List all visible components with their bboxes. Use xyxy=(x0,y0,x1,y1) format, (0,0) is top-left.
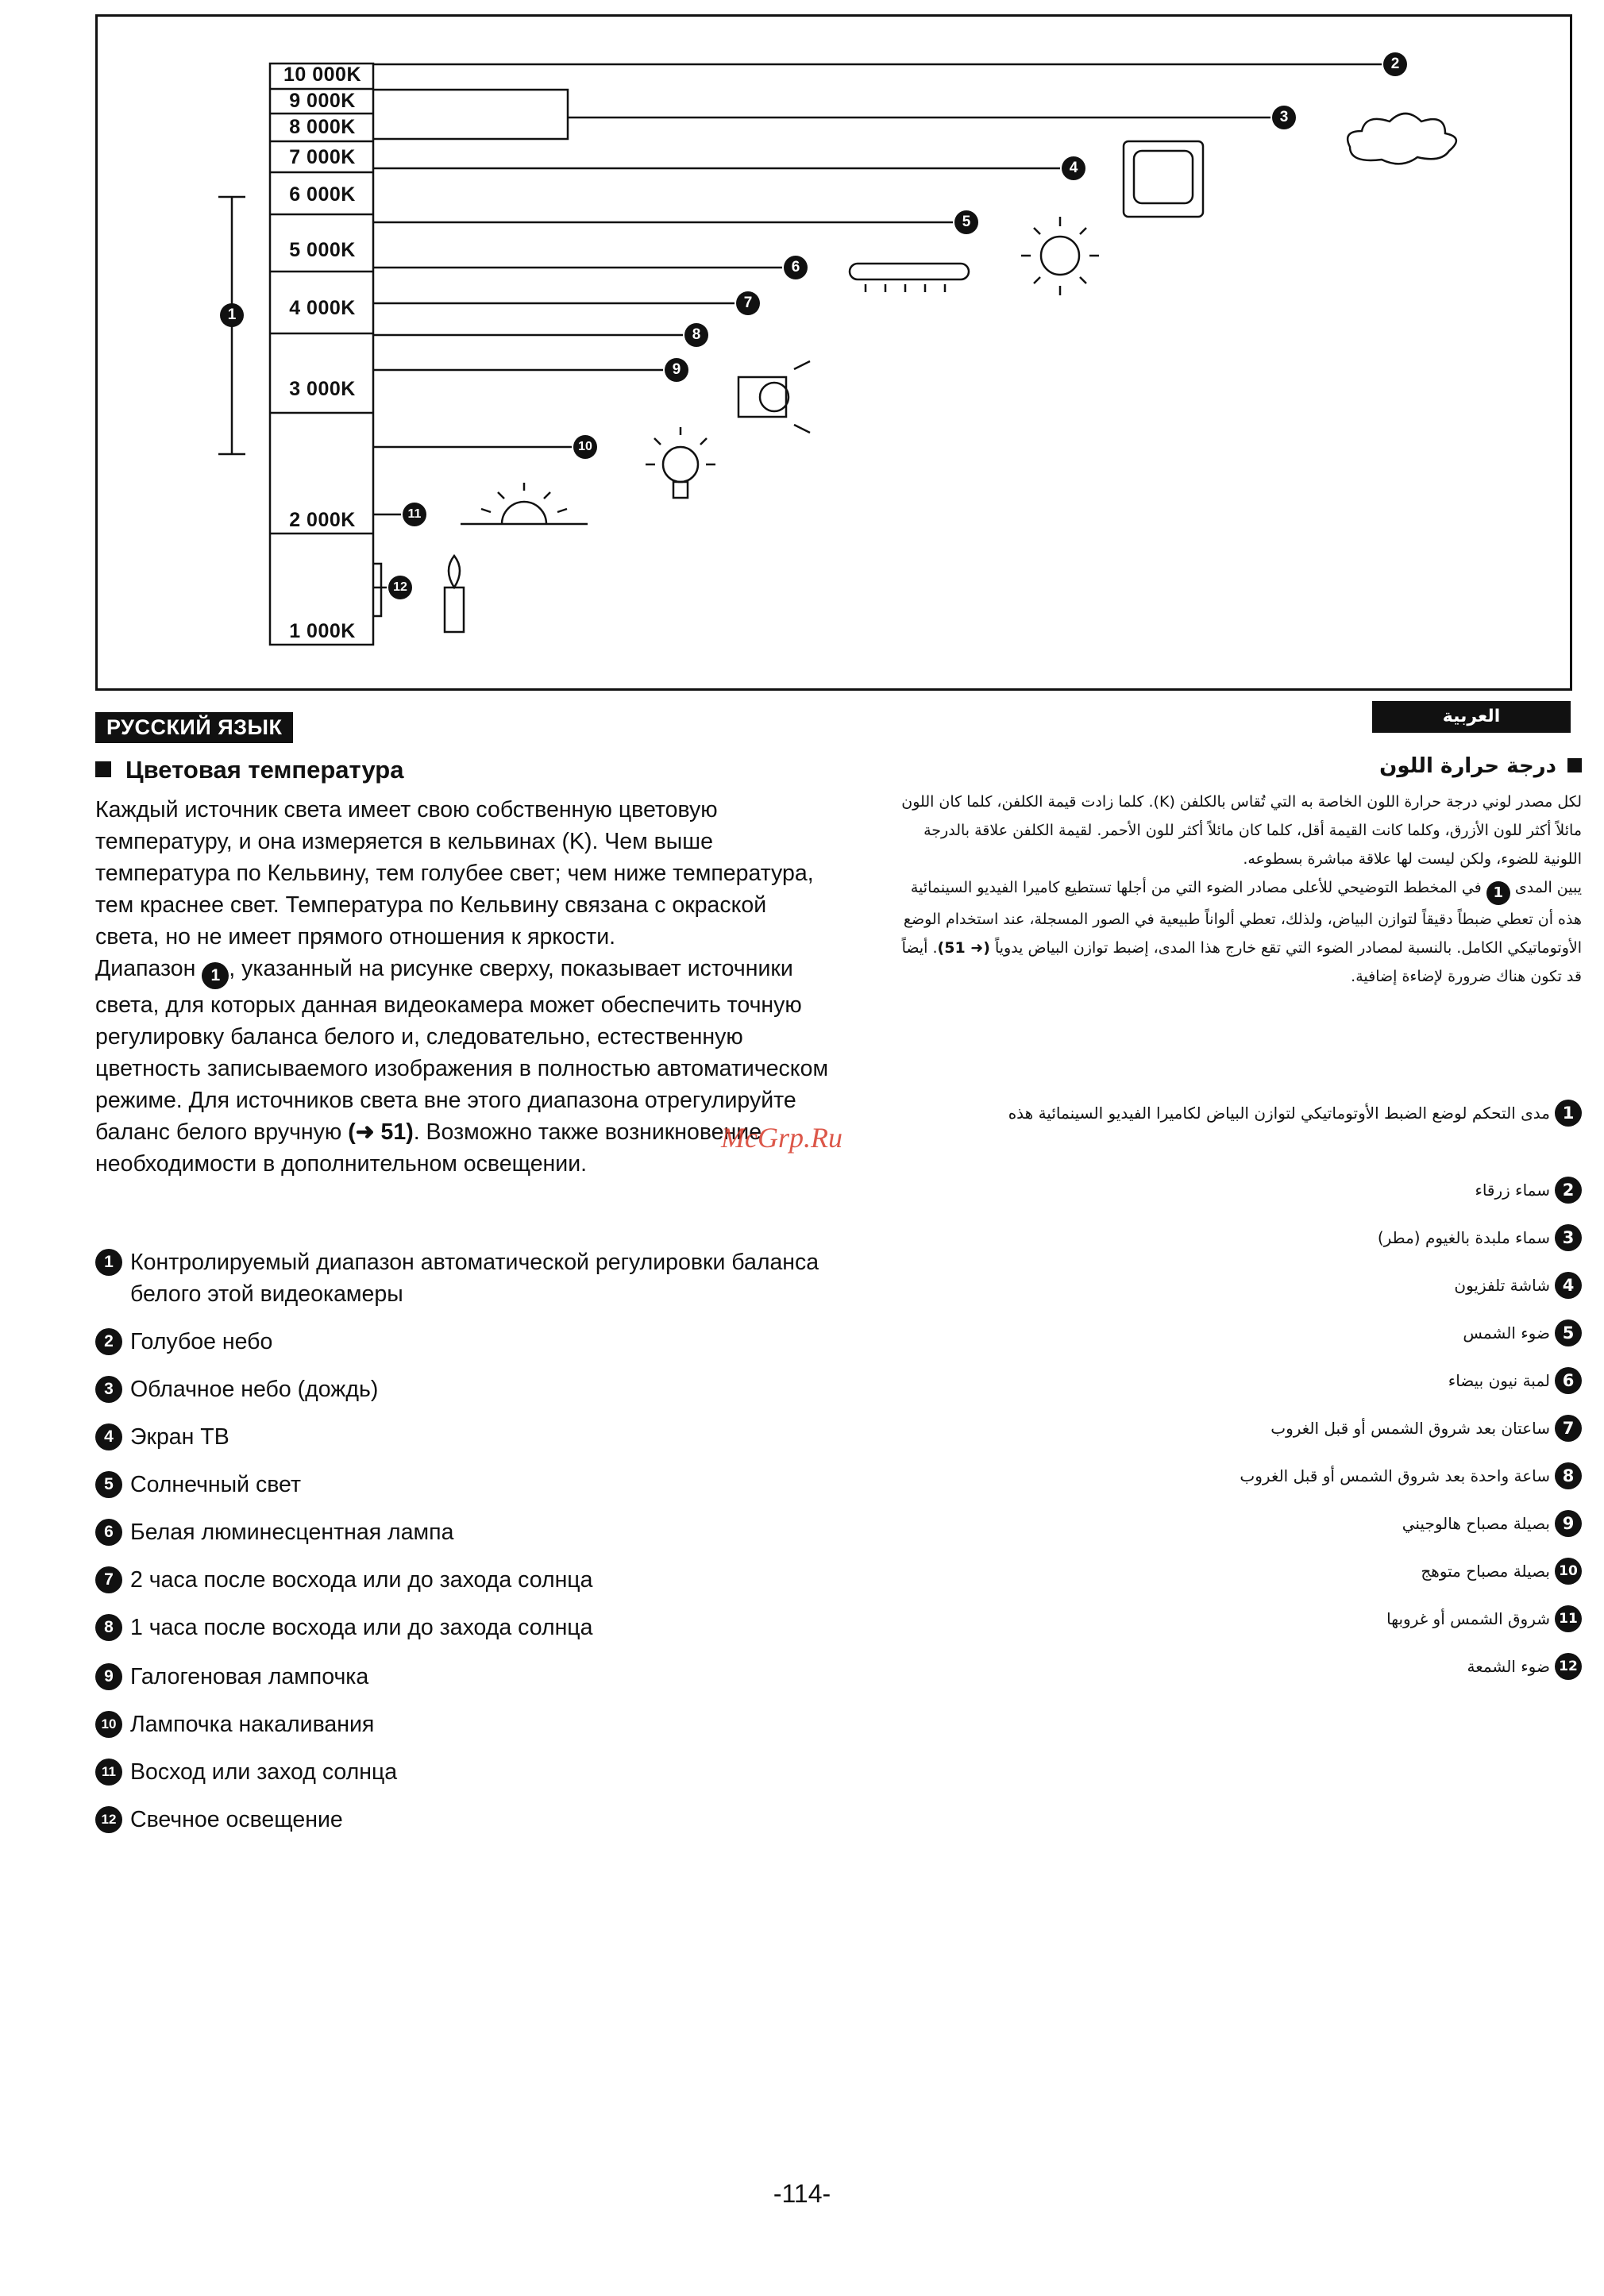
ru-heading: Цветовая температура xyxy=(95,754,834,786)
scale-label-5000k: 5 000K xyxy=(289,239,356,261)
ar-list-item: 9 بصيلة مصباح هالوجيني xyxy=(1402,1510,1582,1537)
scale-label-6000k: 6 000K xyxy=(289,183,356,206)
marker-10: 10 xyxy=(573,435,597,459)
ar-list-item: 12 ضوء الشمعة xyxy=(1467,1653,1582,1680)
scale-label-2000k: 2 000K xyxy=(289,509,356,531)
ar-list-item: 3 سماء ملبدة بالغيوم (مطر) xyxy=(1378,1224,1582,1251)
ru-paragraph-2: Диапазон 1 , указанный на рисунке сверху, показывает источники света, для которых данная видеокамера может обеспечить точную регулировку баланса белого и, следовательно, естественную цветность записываемого изображения в полностью автоматическом режиме. Для источников света вне этого диапазона отрегулируйте баланс белого вручную (➜ 51). Возможно также возникновение необходимости в дополнительном освещении. xyxy=(95,956,829,1177)
scale-label-4000k: 4 000K xyxy=(289,297,356,319)
bullet-square-icon xyxy=(95,761,111,777)
ru-list-item: 6 Белая люминесцентная лампа xyxy=(95,1516,453,1548)
watermark: McGrp.Ru xyxy=(721,1122,842,1154)
ru-list-item: 5 Солнечный свет xyxy=(95,1469,301,1500)
ar-list-item: 5 ضوء الشمس xyxy=(1463,1319,1582,1346)
marker-11: 11 xyxy=(403,503,426,526)
arabic-language-tab: العربية xyxy=(1372,701,1571,733)
marker-7: 7 xyxy=(736,291,760,315)
scale-label-1000k: 1 000K xyxy=(289,620,356,642)
ar-heading: درجة حرارة اللون xyxy=(883,754,1582,778)
arabic-section xyxy=(883,754,1582,991)
ar-list-item: 11 شروق الشمس أو غروبها xyxy=(1386,1605,1582,1632)
marker-6: 6 xyxy=(784,256,808,279)
ar-list-item: 4 شاشة تلفزيون xyxy=(1454,1272,1582,1299)
marker-1: 1 xyxy=(220,303,244,327)
scale-label-10000k: 10 000K xyxy=(283,64,362,86)
scale-label-7000k: 7 000K xyxy=(289,146,356,168)
ru-list-item: 2 Голубое небо xyxy=(95,1326,272,1358)
ru-list-item: 7 2 часа после восхода или до захода солнца xyxy=(95,1564,592,1596)
ar-paragraph-1: لكل مصدر لوني درجة حرارة اللون الخاصة به التي تُقاس بالكلفن (K). كلما زادت قيمة الكلفن، كلما كان اللون مائلاً أكثر للون الأزرق، وكلما كانت القيمة أقل، كلما كان مائلاً أكثر للون الأحمر. لقيمة الكلفن علاقة بالدرجة اللونية للضوء، ولكن ليست لها علاقة مباشرة بسطوعه. xyxy=(901,793,1582,868)
ar-paragraph-2: يبين المدى 1 في المخطط التوضيحي للأعلى مصادر الضوء التي من أجلها تستطيع كاميرا الفيديو السينمائية هذه أن تعطي ضبطاً دقيقاً لتوازن البياض، ولذلك، تعطي ألواناً طبيعية في الصور المسجلة، عند استخدام الوضع الأوتوماتيكي الكامل. بالنسبة لمصادر الضوء التي تقع خارج هذا المدى، إضبط توازن البياض يدوياً (➜ 51). أيضاً قد تكون هناك ضرورة لإضاءة إضافية. xyxy=(901,879,1582,985)
ru-list-item: 12 Свечное освещение xyxy=(95,1804,343,1836)
ar-list-item: 1 مدى التحكم لوضع الضبط الأوتوماتيكي لتوازن البياض لكاميرا الفيديو السينمائية هذه xyxy=(931,1100,1582,1127)
ru-list-item: 11 Восход или заход солнца xyxy=(95,1756,397,1788)
scale-label-3000k: 3 000K xyxy=(289,378,356,400)
marker-9: 9 xyxy=(665,358,688,382)
marker-1-inline: 1 xyxy=(202,962,229,989)
ru-list-item: 8 1 часа после восхода или до захода солнца xyxy=(95,1612,592,1643)
marker-4: 4 xyxy=(1062,156,1085,180)
marker-5: 5 xyxy=(954,210,978,234)
diagram-lines xyxy=(0,0,1604,715)
scale-label-9000k: 9 000K xyxy=(289,90,356,112)
ru-list-item: 4 Экран ТВ xyxy=(95,1421,229,1453)
marker-3: 3 xyxy=(1272,106,1296,129)
ru-list-item: 9 Галогеновая лампочка xyxy=(95,1661,368,1693)
ru-list-item: 10 Лампочка накаливания xyxy=(95,1709,374,1740)
ru-list-item: 3 Облачное небо (дождь) xyxy=(95,1373,378,1405)
ru-paragraph-1: Каждый источник света имеет свою собственную цветовую температуру, и она измеряется в кельвинах (K). Чем выше температура по Кельвину, тем голубее свет; чем ниже температура, тем краснее свет. Температура по Кельвину связана с окраской света, но не имеет прямого отношения к яркости. xyxy=(95,797,814,950)
russian-language-tab: РУССКИЙ ЯЗЫК xyxy=(95,712,293,743)
marker-2: 2 xyxy=(1383,52,1407,76)
marker-12: 12 xyxy=(388,576,412,599)
russian-section xyxy=(95,754,834,1180)
ar-list-item: 2 سماء زرقاء xyxy=(1475,1177,1582,1204)
scale-label-8000k: 8 000K xyxy=(289,116,356,138)
bullet-square-icon xyxy=(1567,758,1582,772)
page-number: -114- xyxy=(773,2179,831,2208)
marker-8: 8 xyxy=(684,323,708,347)
ar-list-item: 10 بصيلة مصباح متوهج xyxy=(1421,1558,1582,1585)
ar-list-item: 7 ساعتان بعد شروق الشمس أو قبل الغروب xyxy=(1270,1415,1582,1442)
ar-list-item: 6 لمبة نيون بيضاء xyxy=(1448,1367,1582,1394)
ru-list-item: 1 Контролируемый диапазон автоматической регулировки баланса белого этой видеокамеры xyxy=(95,1246,834,1310)
ar-list-item: 8 ساعة واحدة بعد شروق الشمس أو قبل الغروب xyxy=(1240,1462,1582,1489)
